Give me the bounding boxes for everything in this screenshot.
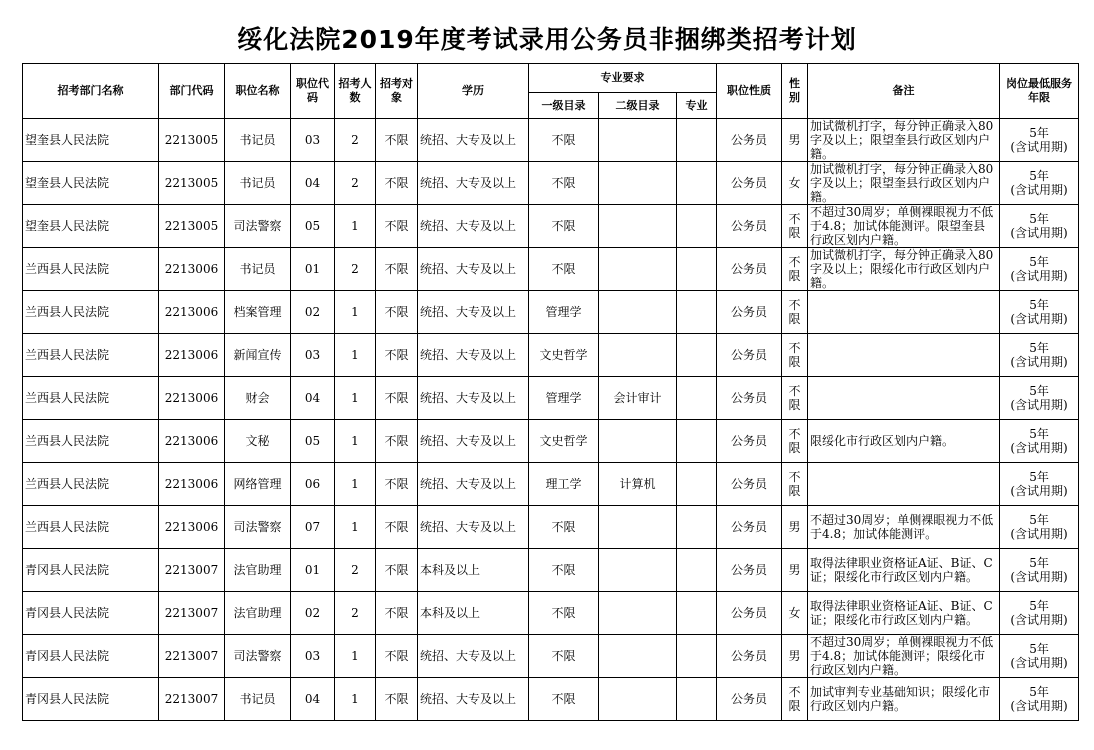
cell-target: 不限 <box>376 248 418 291</box>
cell-target: 不限 <box>376 377 418 420</box>
cell-position-code: 03 <box>291 635 335 678</box>
cell-remarks: 取得法律职业资格证A证、B证、C证；限绥化市行政区划内户籍。 <box>808 592 1000 635</box>
cell-position-type: 公务员 <box>717 635 782 678</box>
cell-major <box>677 420 717 463</box>
cell-major-level2 <box>599 162 677 205</box>
cell-major <box>677 119 717 162</box>
cell-min-service <box>1000 248 1079 291</box>
cell-dept-name: 兰西县人民法院 <box>23 248 159 291</box>
cell-major <box>677 248 717 291</box>
cell-dept-name: 望奎县人民法院 <box>23 205 159 248</box>
cell-position-type: 公务员 <box>717 377 782 420</box>
cell-education: 统招、大专及以上 <box>418 506 529 549</box>
cell-gender: 不限 <box>782 334 808 377</box>
cell-position-code: 05 <box>291 205 335 248</box>
table-row <box>23 506 1079 549</box>
table-row <box>23 549 1079 592</box>
cell-target: 不限 <box>376 592 418 635</box>
cell-major-level2 <box>599 119 677 162</box>
cell-position-type: 公务员 <box>717 506 782 549</box>
header-hire-count: 招考人数 <box>335 64 376 119</box>
cell-major <box>677 205 717 248</box>
cell-min-service <box>1000 420 1079 463</box>
cell-major-level1: 不限 <box>529 119 599 162</box>
cell-hire-count: 1 <box>335 420 376 463</box>
table-row <box>23 205 1079 248</box>
min-service-years: 5年 <box>1029 427 1049 441</box>
min-service-years: 5年 <box>1029 255 1049 269</box>
min-service-years: 5年 <box>1029 599 1049 613</box>
cell-dept-name: 兰西县人民法院 <box>23 463 159 506</box>
cell-gender: 女 <box>782 162 808 205</box>
min-service-note: (含试用期) <box>1010 398 1068 412</box>
cell-target: 不限 <box>376 635 418 678</box>
cell-dept-code: 2213007 <box>159 678 225 721</box>
cell-position-name: 法官助理 <box>225 549 291 592</box>
min-service-note: (含试用期) <box>1010 656 1068 670</box>
min-service-note: (含试用期) <box>1010 226 1068 240</box>
cell-dept-code: 2213005 <box>159 162 225 205</box>
min-service-years: 5年 <box>1029 341 1049 355</box>
cell-education: 统招、大专及以上 <box>418 377 529 420</box>
cell-position-code: 05 <box>291 420 335 463</box>
cell-position-type: 公务员 <box>717 162 782 205</box>
cell-major-level1: 不限 <box>529 162 599 205</box>
min-service-years: 5年 <box>1029 685 1049 699</box>
cell-major <box>677 377 717 420</box>
cell-major-level2 <box>599 205 677 248</box>
cell-dept-name: 青冈县人民法院 <box>23 592 159 635</box>
header-position-code: 职位代码 <box>291 64 335 119</box>
cell-gender: 男 <box>782 506 808 549</box>
cell-major-level2 <box>599 506 677 549</box>
cell-position-type: 公务员 <box>717 205 782 248</box>
min-service-note: (含试用期) <box>1010 570 1068 584</box>
min-service-note: (含试用期) <box>1010 312 1068 326</box>
min-service-note: (含试用期) <box>1010 140 1068 154</box>
cell-education: 统招、大专及以上 <box>418 334 529 377</box>
cell-position-name: 书记员 <box>225 162 291 205</box>
cell-min-service <box>1000 592 1079 635</box>
min-service-years: 5年 <box>1029 384 1049 398</box>
cell-major <box>677 291 717 334</box>
cell-position-name: 新闻宣传 <box>225 334 291 377</box>
cell-min-service <box>1000 377 1079 420</box>
cell-hire-count: 2 <box>335 119 376 162</box>
cell-major-level1: 不限 <box>529 678 599 721</box>
cell-remarks: 取得法律职业资格证A证、B证、C证；限绥化市行政区划内户籍。 <box>808 549 1000 592</box>
cell-dept-code: 2213007 <box>159 592 225 635</box>
cell-position-name: 司法警察 <box>225 506 291 549</box>
min-service-note: (含试用期) <box>1010 183 1068 197</box>
cell-target: 不限 <box>376 119 418 162</box>
cell-major-level2 <box>599 248 677 291</box>
header-target: 招考对象 <box>376 64 418 119</box>
cell-major <box>677 463 717 506</box>
cell-min-service <box>1000 162 1079 205</box>
cell-min-service <box>1000 463 1079 506</box>
cell-dept-code: 2213006 <box>159 377 225 420</box>
cell-gender: 男 <box>782 119 808 162</box>
cell-remarks: 加试微机打字，每分钟正确录入80字及以上；限望奎县行政区划内户籍。 <box>808 119 1000 162</box>
cell-hire-count: 1 <box>335 291 376 334</box>
cell-min-service <box>1000 334 1079 377</box>
cell-position-name: 书记员 <box>225 678 291 721</box>
min-service-note: (含试用期) <box>1010 269 1068 283</box>
cell-dept-name: 兰西县人民法院 <box>23 420 159 463</box>
cell-min-service <box>1000 635 1079 678</box>
cell-major-level1: 不限 <box>529 635 599 678</box>
cell-major-level2 <box>599 334 677 377</box>
cell-position-type: 公务员 <box>717 248 782 291</box>
header-position-type: 职位性质 <box>717 64 782 119</box>
cell-hire-count: 1 <box>335 205 376 248</box>
header-position-name: 职位名称 <box>225 64 291 119</box>
cell-remarks: 加试微机打字，每分钟正确录入80字及以上；限绥化市行政区划内户籍。 <box>808 248 1000 291</box>
cell-education: 统招、大专及以上 <box>418 635 529 678</box>
cell-target: 不限 <box>376 506 418 549</box>
min-service-years: 5年 <box>1029 169 1049 183</box>
cell-gender: 男 <box>782 549 808 592</box>
cell-major-level1: 理工学 <box>529 463 599 506</box>
min-service-years: 5年 <box>1029 513 1049 527</box>
cell-gender: 不限 <box>782 291 808 334</box>
header-major-requirement: 专业要求 <box>529 64 717 93</box>
cell-major-level2 <box>599 420 677 463</box>
cell-dept-name: 望奎县人民法院 <box>23 162 159 205</box>
cell-major-level2 <box>599 549 677 592</box>
cell-major <box>677 592 717 635</box>
cell-gender: 男 <box>782 635 808 678</box>
cell-position-code: 04 <box>291 162 335 205</box>
header-dept-code: 部门代码 <box>159 64 225 119</box>
cell-hire-count: 2 <box>335 248 376 291</box>
header-dept-name: 招考部门名称 <box>23 64 159 119</box>
cell-major-level2 <box>599 635 677 678</box>
cell-dept-name: 兰西县人民法院 <box>23 377 159 420</box>
cell-dept-name: 兰西县人民法院 <box>23 334 159 377</box>
cell-remarks <box>808 334 1000 377</box>
cell-min-service <box>1000 119 1079 162</box>
cell-hire-count: 2 <box>335 162 376 205</box>
min-service-years: 5年 <box>1029 212 1049 226</box>
cell-position-name: 法官助理 <box>225 592 291 635</box>
min-service-years: 5年 <box>1029 470 1049 484</box>
cell-education: 本科及以上 <box>418 592 529 635</box>
cell-major-level2 <box>599 592 677 635</box>
header-major-level1: 一级目录 <box>529 93 599 119</box>
cell-dept-name: 望奎县人民法院 <box>23 119 159 162</box>
header-major: 专业 <box>677 93 717 119</box>
cell-major-level1: 文史哲学 <box>529 420 599 463</box>
cell-dept-code: 2213006 <box>159 248 225 291</box>
cell-dept-name: 兰西县人民法院 <box>23 291 159 334</box>
header-gender: 性别 <box>782 64 808 119</box>
cell-hire-count: 1 <box>335 506 376 549</box>
cell-target: 不限 <box>376 291 418 334</box>
cell-position-name: 书记员 <box>225 248 291 291</box>
cell-remarks <box>808 291 1000 334</box>
cell-major-level2 <box>599 291 677 334</box>
cell-position-name: 司法警察 <box>225 205 291 248</box>
min-service-years: 5年 <box>1029 298 1049 312</box>
cell-remarks: 不超过30周岁；单侧裸眼视力不低于4.8；加试体能测评。 <box>808 506 1000 549</box>
cell-position-code: 04 <box>291 377 335 420</box>
cell-position-name: 司法警察 <box>225 635 291 678</box>
table-row <box>23 248 1079 291</box>
min-service-note: (含试用期) <box>1010 613 1068 627</box>
min-service-note: (含试用期) <box>1010 355 1068 369</box>
cell-position-code: 01 <box>291 549 335 592</box>
cell-position-code: 02 <box>291 592 335 635</box>
cell-position-name: 财会 <box>225 377 291 420</box>
cell-target: 不限 <box>376 463 418 506</box>
cell-position-code: 06 <box>291 463 335 506</box>
cell-education: 统招、大专及以上 <box>418 463 529 506</box>
cell-hire-count: 1 <box>335 463 376 506</box>
cell-education: 本科及以上 <box>418 549 529 592</box>
cell-major-level2: 会计审计 <box>599 377 677 420</box>
cell-target: 不限 <box>376 678 418 721</box>
cell-major-level2: 计算机 <box>599 463 677 506</box>
cell-major <box>677 635 717 678</box>
cell-gender: 女 <box>782 592 808 635</box>
cell-gender: 不限 <box>782 420 808 463</box>
cell-min-service <box>1000 291 1079 334</box>
cell-remarks <box>808 463 1000 506</box>
table-row <box>23 119 1079 162</box>
cell-major <box>677 162 717 205</box>
cell-major-level2 <box>599 678 677 721</box>
cell-position-type: 公务员 <box>717 549 782 592</box>
cell-position-type: 公务员 <box>717 119 782 162</box>
cell-target: 不限 <box>376 205 418 248</box>
cell-hire-count: 1 <box>335 334 376 377</box>
table-row <box>23 377 1079 420</box>
cell-target: 不限 <box>376 334 418 377</box>
cell-remarks: 不超过30周岁；单侧裸眼视力不低于4.8；加试体能测评；限绥化市行政区划内户籍。 <box>808 635 1000 678</box>
cell-major-level1: 不限 <box>529 248 599 291</box>
cell-hire-count: 1 <box>335 678 376 721</box>
cell-dept-code: 2213006 <box>159 334 225 377</box>
cell-gender: 不限 <box>782 463 808 506</box>
cell-dept-name: 青冈县人民法院 <box>23 635 159 678</box>
cell-hire-count: 2 <box>335 549 376 592</box>
cell-position-type: 公务员 <box>717 463 782 506</box>
cell-gender: 不限 <box>782 377 808 420</box>
min-service-note: (含试用期) <box>1010 527 1068 541</box>
cell-hire-count: 1 <box>335 377 376 420</box>
cell-major-level1: 管理学 <box>529 291 599 334</box>
min-service-years: 5年 <box>1029 642 1049 656</box>
table-row <box>23 635 1079 678</box>
cell-min-service <box>1000 205 1079 248</box>
table-row <box>23 291 1079 334</box>
cell-position-name: 网络管理 <box>225 463 291 506</box>
cell-min-service <box>1000 549 1079 592</box>
cell-min-service <box>1000 506 1079 549</box>
cell-position-type: 公务员 <box>717 334 782 377</box>
cell-major-level1: 不限 <box>529 549 599 592</box>
cell-target: 不限 <box>376 549 418 592</box>
cell-education: 统招、大专及以上 <box>418 205 529 248</box>
cell-dept-code: 2213005 <box>159 119 225 162</box>
cell-position-type: 公务员 <box>717 291 782 334</box>
table-row <box>23 420 1079 463</box>
cell-education: 统招、大专及以上 <box>418 248 529 291</box>
cell-dept-name: 青冈县人民法院 <box>23 549 159 592</box>
header-min-service: 岗位最低服务年限 <box>1000 64 1079 119</box>
cell-remarks: 不超过30周岁；单侧裸眼视力不低于4.8；加试体能测评。限望奎县行政区划内户籍。 <box>808 205 1000 248</box>
cell-position-name: 书记员 <box>225 119 291 162</box>
cell-dept-code: 2213006 <box>159 291 225 334</box>
cell-dept-name: 兰西县人民法院 <box>23 506 159 549</box>
cell-remarks: 加试微机打字，每分钟正确录入80字及以上；限望奎县行政区划内户籍。 <box>808 162 1000 205</box>
cell-target: 不限 <box>376 420 418 463</box>
cell-dept-code: 2213007 <box>159 635 225 678</box>
cell-position-name: 档案管理 <box>225 291 291 334</box>
cell-target: 不限 <box>376 162 418 205</box>
cell-hire-count: 1 <box>335 635 376 678</box>
table-row <box>23 592 1079 635</box>
table-row <box>23 463 1079 506</box>
cell-gender: 不限 <box>782 248 808 291</box>
table-row <box>23 334 1079 377</box>
cell-major <box>677 506 717 549</box>
cell-remarks: 限绥化市行政区划内户籍。 <box>808 420 1000 463</box>
cell-position-type: 公务员 <box>717 420 782 463</box>
recruitment-table <box>22 63 1079 721</box>
cell-position-code: 03 <box>291 119 335 162</box>
cell-dept-code: 2213006 <box>159 463 225 506</box>
cell-dept-code: 2213007 <box>159 549 225 592</box>
header-major-level2: 二级目录 <box>599 93 677 119</box>
cell-position-type: 公务员 <box>717 592 782 635</box>
cell-major-level1: 文史哲学 <box>529 334 599 377</box>
cell-position-code: 01 <box>291 248 335 291</box>
header-remarks: 备注 <box>808 64 1000 119</box>
header-education: 学历 <box>418 64 529 119</box>
cell-position-code: 03 <box>291 334 335 377</box>
min-service-note: (含试用期) <box>1010 484 1068 498</box>
cell-major-level1: 不限 <box>529 205 599 248</box>
min-service-years: 5年 <box>1029 126 1049 140</box>
cell-position-name: 文秘 <box>225 420 291 463</box>
cell-remarks <box>808 377 1000 420</box>
cell-dept-code: 2213005 <box>159 205 225 248</box>
cell-gender: 不限 <box>782 678 808 721</box>
cell-major-level1: 管理学 <box>529 377 599 420</box>
cell-major-level1: 不限 <box>529 592 599 635</box>
cell-remarks: 加试审判专业基础知识；限绥化市行政区划内户籍。 <box>808 678 1000 721</box>
cell-major <box>677 334 717 377</box>
cell-education: 统招、大专及以上 <box>418 420 529 463</box>
min-service-note: (含试用期) <box>1010 699 1068 713</box>
cell-dept-name: 青冈县人民法院 <box>23 678 159 721</box>
cell-gender: 不限 <box>782 205 808 248</box>
cell-position-type: 公务员 <box>717 678 782 721</box>
cell-major <box>677 549 717 592</box>
table-row <box>23 678 1079 721</box>
table-row <box>23 162 1079 205</box>
cell-dept-code: 2213006 <box>159 420 225 463</box>
cell-position-code: 07 <box>291 506 335 549</box>
cell-education: 统招、大专及以上 <box>418 291 529 334</box>
cell-education: 统招、大专及以上 <box>418 162 529 205</box>
cell-position-code: 02 <box>291 291 335 334</box>
cell-major <box>677 678 717 721</box>
cell-education: 统招、大专及以上 <box>418 678 529 721</box>
cell-position-code: 04 <box>291 678 335 721</box>
page-title: 绥化法院2019年度考试录用公务员非捆绑类招考计划 <box>237 25 857 54</box>
min-service-note: (含试用期) <box>1010 441 1068 455</box>
min-service-years: 5年 <box>1029 556 1049 570</box>
cell-major-level1: 不限 <box>529 506 599 549</box>
cell-dept-code: 2213006 <box>159 506 225 549</box>
cell-hire-count: 2 <box>335 592 376 635</box>
table-body <box>23 119 1079 721</box>
cell-education: 统招、大专及以上 <box>418 119 529 162</box>
cell-min-service <box>1000 678 1079 721</box>
